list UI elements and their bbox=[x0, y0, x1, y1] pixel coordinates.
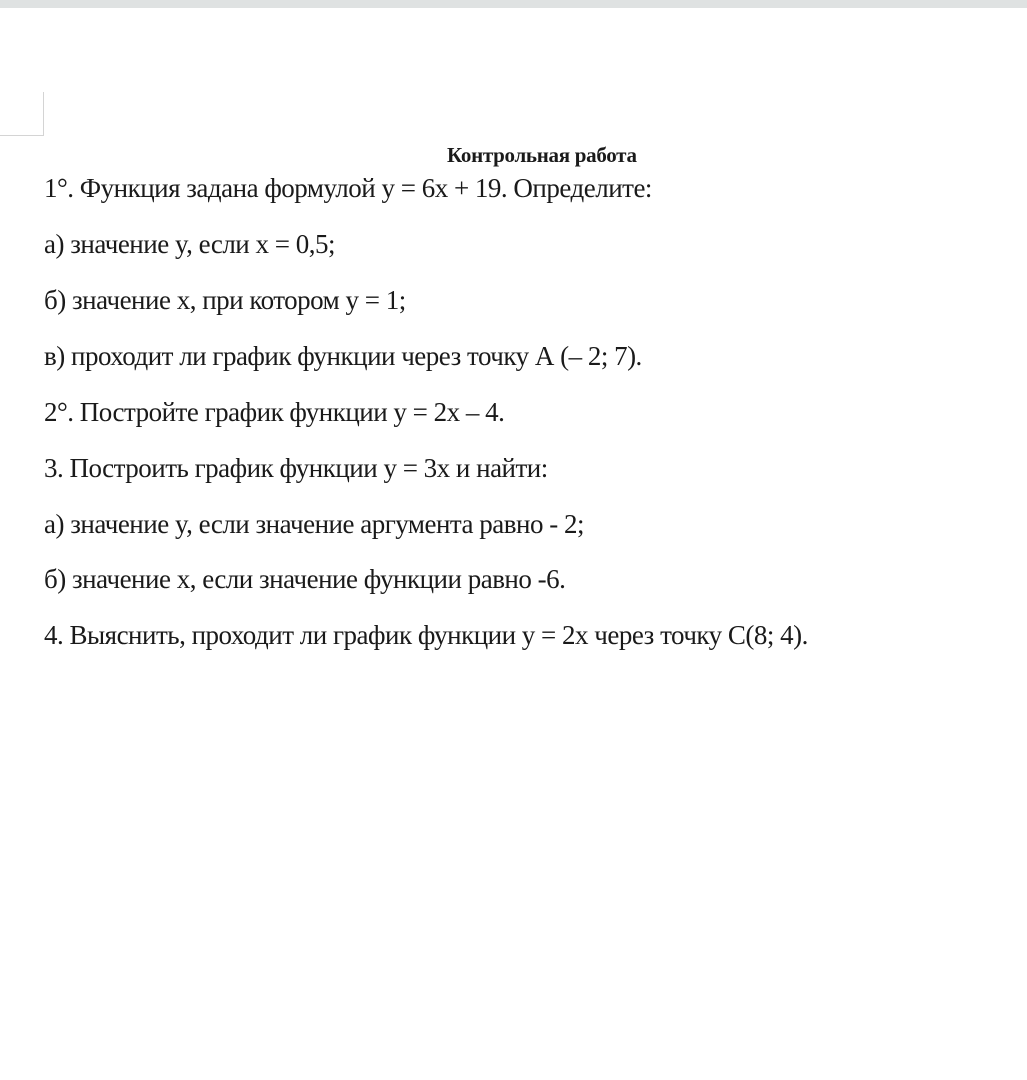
task-1-line: 1°. Функция задана формулой y = 6x + 19. Определите: bbox=[44, 173, 652, 203]
task-2-line: 2°. Постройте график функции y = 2x – 4. bbox=[44, 397, 505, 427]
task-3-line: 3. Построить график функции y = 3x и найти: bbox=[44, 453, 548, 483]
task-1a-line: а) значение y, если x = 0,5; bbox=[44, 229, 335, 259]
task-1c-line: в) проходит ли график функции через точку А (– 2; 7). bbox=[44, 341, 642, 371]
task-4-line: 4. Выяснить, проходит ли график функции y = 2x через точку С(8; 4). bbox=[44, 620, 808, 650]
document-title: Контрольная работа bbox=[447, 143, 637, 167]
task-1b-line: б) значение x, при котором y = 1; bbox=[44, 285, 406, 315]
task-3a-line: а) значение y, если значение аргумента равно - 2; bbox=[44, 509, 584, 539]
task-3b-line: б) значение х, если значение функции равно -6. bbox=[44, 564, 566, 594]
